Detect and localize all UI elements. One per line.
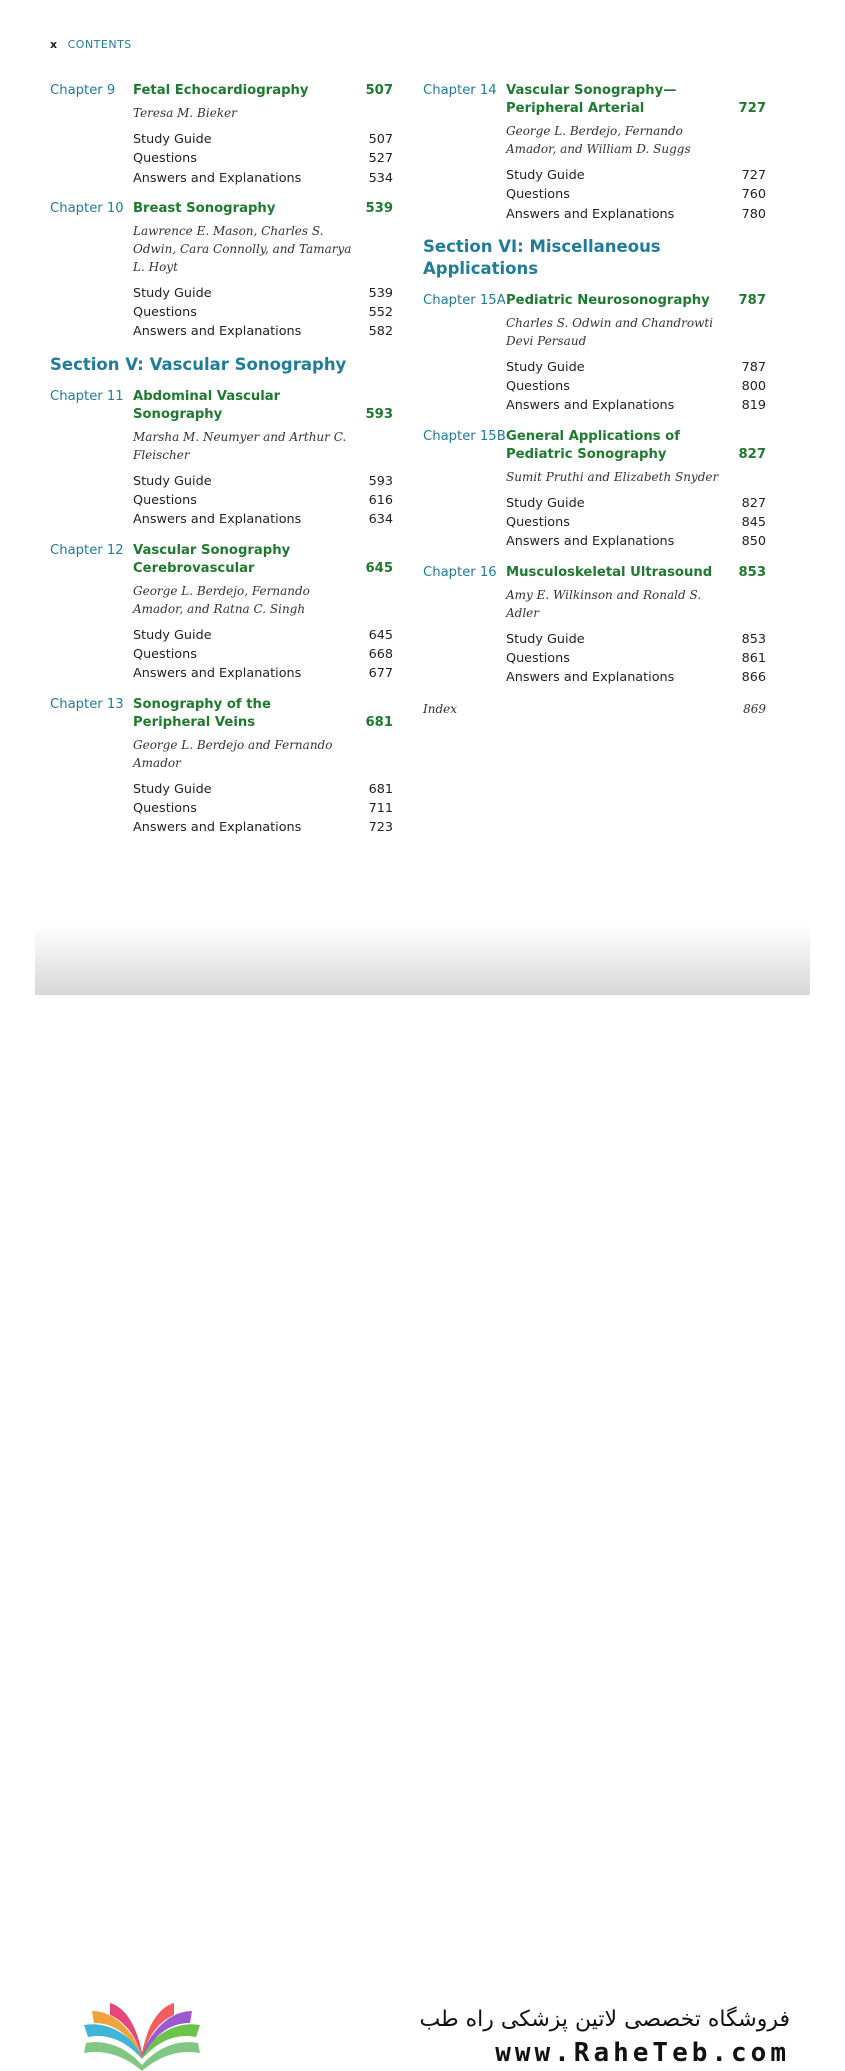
entry-label: Questions — [133, 151, 197, 167]
entry-page: 819 — [741, 398, 766, 414]
toc-entry[interactable] — [133, 491, 393, 510]
entry-page: 845 — [741, 515, 766, 531]
toc-entry[interactable] — [506, 494, 766, 513]
entry-label: Study Guide — [506, 495, 585, 511]
toc-chapter-15b[interactable] — [423, 428, 766, 552]
chapter-title: General Applications of Pediatric Sonography — [506, 428, 680, 462]
index-page: 869 — [743, 701, 766, 716]
chapter-number: Chapter 16 — [423, 564, 497, 580]
entry-label: Answers and Explanations — [133, 324, 302, 340]
toc-entry[interactable] — [506, 377, 766, 396]
entry-label: Study Guide — [133, 627, 212, 643]
toc-entry[interactable] — [133, 130, 393, 149]
toc-right-column — [423, 82, 766, 718]
toc-chapter-11[interactable] — [50, 388, 393, 530]
entry-label: Answers and Explanations — [133, 512, 302, 528]
toc-chapter-10[interactable] — [50, 200, 393, 342]
toc-entry[interactable] — [133, 645, 393, 664]
entry-label: Answers and Explanations — [506, 670, 675, 686]
entry-label: Questions — [506, 650, 570, 666]
section-heading: Section VI: Miscellaneous Applications — [423, 236, 661, 278]
chapter-authors: Charles S. Odwin and Chandrowti Devi Persaud — [506, 315, 714, 348]
chapter-authors: George L. Berdejo, Fernando Amador, and Ratna C. Singh — [133, 583, 310, 616]
toc-chapter-13[interactable] — [50, 696, 393, 838]
chapter-authors: Sumit Pruthi and Elizabeth Snyder — [506, 469, 719, 484]
entry-page: 527 — [368, 151, 393, 167]
entry-label: Answers and Explanations — [506, 206, 675, 222]
toc-entry[interactable] — [506, 358, 766, 377]
chapter-authors: Lawrence E. Mason, Charles S. Odwin, Cara Connolly, and Tamarya L. Hoyt — [133, 223, 352, 274]
toc-chapter-9[interactable] — [50, 82, 393, 188]
entry-label: Questions — [506, 187, 570, 203]
entry-page: 711 — [368, 800, 393, 816]
entry-page: 780 — [741, 206, 766, 222]
toc-entry[interactable] — [133, 664, 393, 683]
toc-entry[interactable] — [133, 626, 393, 645]
chapter-page: 787 — [738, 292, 766, 308]
entry-label: Questions — [133, 800, 197, 816]
toc-entry[interactable] — [506, 668, 766, 687]
section-heading: Section V: Vascular Sonography — [50, 354, 347, 374]
entry-page: 760 — [741, 187, 766, 203]
toc-entry[interactable] — [133, 510, 393, 529]
chapter-authors: Teresa M. Bieker — [133, 106, 237, 120]
chapter-page: 681 — [365, 714, 393, 730]
entry-page: 727 — [741, 168, 766, 183]
chapter-number: Chapter 12 — [50, 542, 124, 558]
toc-chapter-16[interactable] — [423, 564, 766, 688]
entry-page: 616 — [368, 493, 393, 509]
chapter-authors: George L. Berdejo and Fernando Amador — [133, 737, 333, 770]
entry-label: Questions — [506, 515, 570, 531]
page-shadow — [35, 925, 810, 995]
chapter-title: Fetal Echocardiography — [133, 83, 309, 98]
chapter-title: Pediatric Neurosonography — [506, 292, 710, 308]
watermark-banner — [0, 995, 845, 2068]
toc-entry[interactable] — [133, 799, 393, 818]
chapter-title: Breast Sonography — [133, 200, 276, 216]
entry-label: Answers and Explanations — [133, 666, 302, 682]
entry-label: Study Guide — [506, 168, 585, 183]
page-header — [50, 38, 132, 51]
chapter-number: Chapter 14 — [423, 83, 497, 98]
entry-label: Questions — [133, 305, 197, 321]
toc-entry[interactable] — [506, 513, 766, 532]
entry-page: 850 — [741, 534, 766, 550]
entry-page: 861 — [741, 650, 766, 666]
entry-label: Study Guide — [133, 473, 212, 489]
chapter-number: Chapter 11 — [50, 388, 124, 404]
toc-entry[interactable] — [133, 780, 393, 799]
entry-page: 853 — [741, 631, 766, 647]
entry-page: 593 — [368, 473, 393, 489]
banner-url: www.RaheTeb.com — [495, 2038, 790, 2068]
chapter-title: Musculoskeletal Ultrasound — [506, 564, 713, 580]
chapter-number: Chapter 9 — [50, 83, 116, 98]
toc-entry[interactable] — [506, 205, 766, 224]
chapter-page: 727 — [738, 101, 766, 116]
toc-entry[interactable] — [506, 630, 766, 649]
entry-label: Questions — [506, 379, 570, 395]
toc-entry[interactable] — [506, 532, 766, 551]
entry-page: 539 — [368, 285, 393, 301]
chapter-title: Abdominal Vascular Sonography — [133, 388, 281, 422]
entry-label: Study Guide — [133, 285, 212, 301]
entry-page: 645 — [368, 627, 393, 643]
chapter-page: 827 — [738, 446, 766, 462]
chapter-title: Vascular Sonography Cerebrovascular — [133, 542, 291, 576]
chapter-page: 645 — [365, 560, 393, 576]
entry-page: 582 — [368, 324, 393, 340]
toc-entry[interactable] — [133, 284, 393, 303]
entry-page: 668 — [368, 646, 393, 662]
entry-label: Answers and Explanations — [506, 398, 675, 414]
chapter-title: Sonography of the Peripheral Veins — [133, 696, 271, 730]
entry-page: 681 — [368, 781, 393, 797]
entry-label: Questions — [133, 493, 197, 509]
entry-label: Answers and Explanations — [133, 170, 302, 186]
toc-entry[interactable] — [133, 149, 393, 168]
entry-page: 800 — [741, 379, 766, 395]
toc-entry[interactable] — [133, 169, 393, 188]
chapter-page: 507 — [365, 83, 393, 98]
toc-chapter-15a[interactable] — [423, 292, 766, 416]
toc-left-column — [50, 82, 393, 849]
chapter-number: Chapter 10 — [50, 200, 124, 216]
chapter-page: 593 — [365, 406, 393, 422]
page-number: x — [50, 38, 58, 51]
toc-entry[interactable] — [133, 818, 393, 837]
entry-page: 827 — [741, 495, 766, 511]
entry-label: Study Guide — [506, 359, 585, 375]
toc-entry[interactable] — [506, 166, 766, 185]
banner-persian-text: فروشگاه تخصصی لاتین پزشکی راه طب — [419, 2007, 790, 2032]
index-label: Index — [423, 701, 458, 716]
entry-page: 723 — [368, 820, 393, 836]
entry-page: 507 — [368, 132, 393, 147]
toc-entry[interactable] — [506, 185, 766, 204]
entry-label: Answers and Explanations — [133, 820, 302, 836]
toc-entry[interactable] — [133, 303, 393, 322]
chapter-number: Chapter 13 — [50, 696, 124, 712]
toc-chapter-12[interactable] — [50, 542, 393, 684]
entry-label: Questions — [133, 646, 197, 662]
toc-index-entry[interactable] — [423, 700, 766, 718]
entry-label: Study Guide — [133, 781, 212, 797]
entry-label: Study Guide — [506, 631, 585, 647]
toc-entry[interactable] — [133, 472, 393, 491]
chapter-authors: George L. Berdejo, Fernando Amador, and William D. Suggs — [506, 124, 691, 156]
entry-page: 534 — [368, 170, 393, 186]
chapter-authors: Marsha M. Neumyer and Arthur C. Fleischer — [133, 429, 347, 462]
toc-entry[interactable] — [506, 396, 766, 415]
entry-page: 634 — [368, 512, 393, 528]
toc-entry[interactable] — [506, 649, 766, 668]
entry-page: 787 — [741, 359, 766, 375]
chapter-page: 853 — [738, 564, 766, 580]
running-head: CONTENTS — [67, 38, 132, 51]
entry-label: Study Guide — [133, 132, 212, 147]
entry-page: 866 — [741, 670, 766, 686]
toc-entry[interactable] — [133, 322, 393, 341]
chapter-title: Vascular Sonography— Peripheral Arterial — [506, 83, 677, 116]
toc-chapter-14[interactable] — [423, 82, 766, 224]
chapter-number: Chapter 15B — [423, 428, 506, 444]
chapter-page: 539 — [365, 200, 393, 216]
entry-label: Answers and Explanations — [506, 534, 675, 550]
entry-page: 677 — [368, 666, 393, 682]
chapter-number: Chapter 15A — [423, 292, 506, 308]
entry-page: 552 — [368, 305, 393, 321]
chapter-authors: Amy E. Wilkinson and Ronald S. Adler — [506, 587, 702, 620]
book-logo-icon — [78, 2003, 206, 2071]
